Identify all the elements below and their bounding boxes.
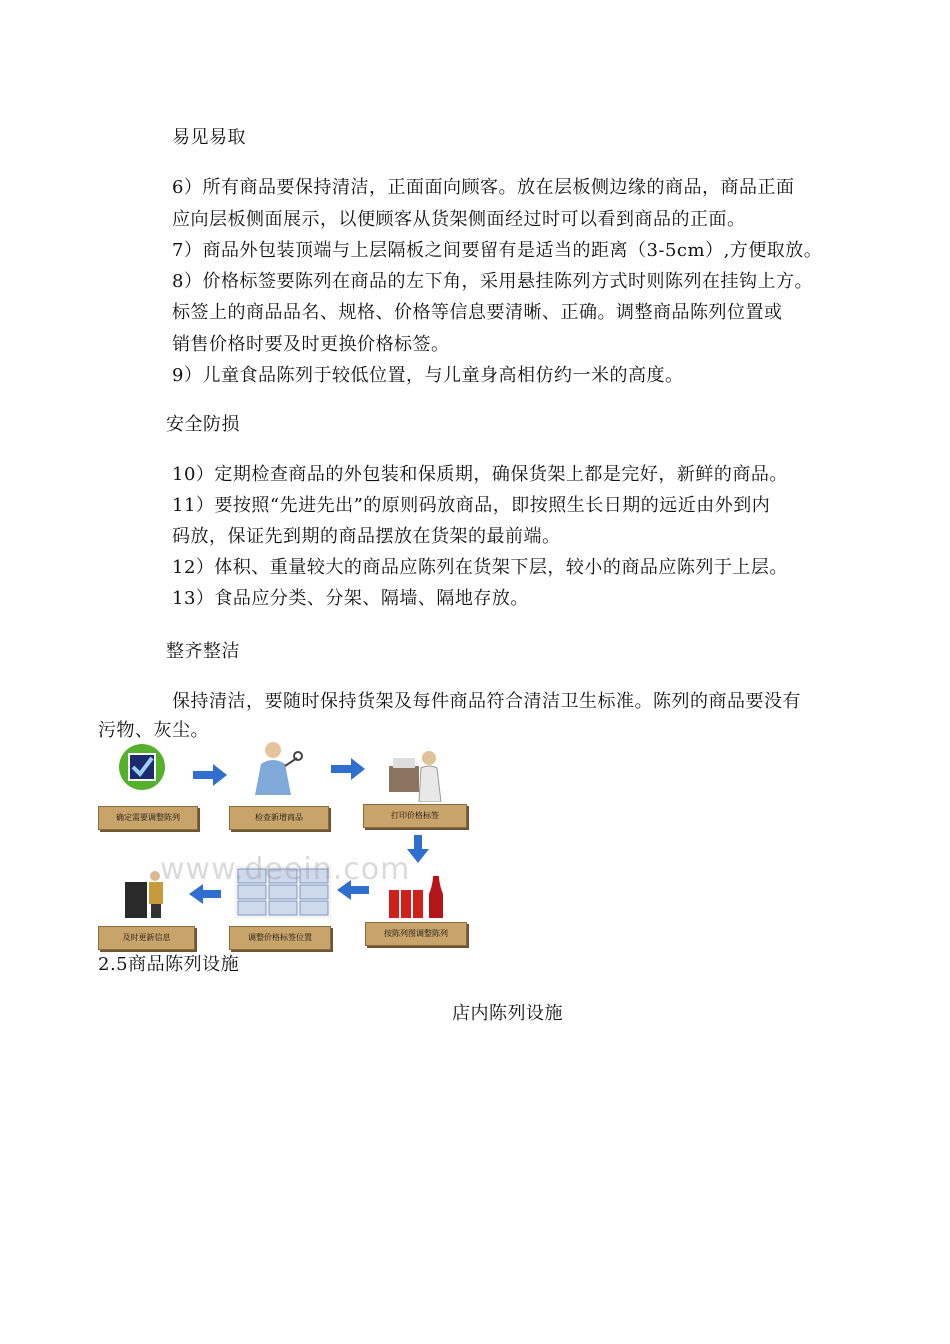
arrow-left-icon [189,884,221,904]
section-heading-clean: 整齐整洁 [166,641,240,662]
paragraph-line: 保持清洁，要随时保持货架及每件商品符合清洁卫生标准。陈列的商品要没有 [172,691,801,712]
flow-step-label: 及时更新信息 [98,926,195,950]
paragraph-line: 污物、灰尘。 [98,720,209,741]
watermark-text: www.deein.com [160,852,411,887]
paragraph-line: 13）食品应分类、分架、隔墙、隔地存放。 [172,588,529,609]
paragraph-line: 10）定期检查商品的外包装和保质期，确保货架上都是完好，新鲜的商品。 [172,464,788,485]
flow-step-label: 打印价格标签 [363,804,467,828]
paragraph-line: 8）价格标签要陈列在商品的左下角，采用悬挂陈列方式时则陈列在挂钩上方。 [172,271,813,292]
arrow-right-icon [331,758,365,780]
paragraph-line: 销售价格时要及时更换价格标签。 [172,334,450,355]
section-heading-visible: 易见易取 [172,127,246,148]
checklist-icon [117,742,167,792]
paragraph-line: 应向层板侧面展示，以便顾客从货架侧面经过时可以看到商品的正面。 [172,209,746,230]
paragraph-line: 11）要按照“先进先出”的原则码放商品，即按照生长日期的远近由外到内 [172,495,771,516]
paragraph-line: 6）所有商品要保持清洁，正面面向顾客。放在层板侧边缘的商品，商品正面 [172,177,795,198]
flow-step-label: 按陈列图调整陈列 [365,922,467,946]
section-heading-2-5: 2.5商品陈列设施 [98,954,240,975]
subheading-store-display-facilities: 店内陈列设施 [452,1003,563,1024]
paragraph-line: 12）体积、重量较大的商品应陈列在货架下层，较小的商品应陈列于上层。 [172,557,788,578]
display-adjust-flow-diagram [95,738,475,953]
flow-step-label: 调整价格标签位置 [229,926,331,950]
paragraph-line: 码放，保证先到期的商品摆放在货架的最前端。 [172,526,561,547]
person-inspecting-icon [245,740,305,796]
flow-step-label: 检查新增商品 [229,806,329,830]
arrow-right-icon [193,764,227,786]
paragraph-line: 9）儿童食品陈列于较低位置，与儿童身高相仿约一米的高度。 [172,365,684,386]
section-heading-safety: 安全防损 [166,414,240,435]
paragraph-line: 7）商品外包装顶端与上层隔板之间要留有是适当的距离（3-5cm）,方便取放。 [172,240,823,261]
flow-step-label: 确定需要调整陈列 [98,806,198,830]
person-printing-icon [387,750,445,802]
paragraph-line: 标签上的商品品名、规格、价格等信息要清晰、正确。调整商品陈列位置或 [172,302,783,323]
